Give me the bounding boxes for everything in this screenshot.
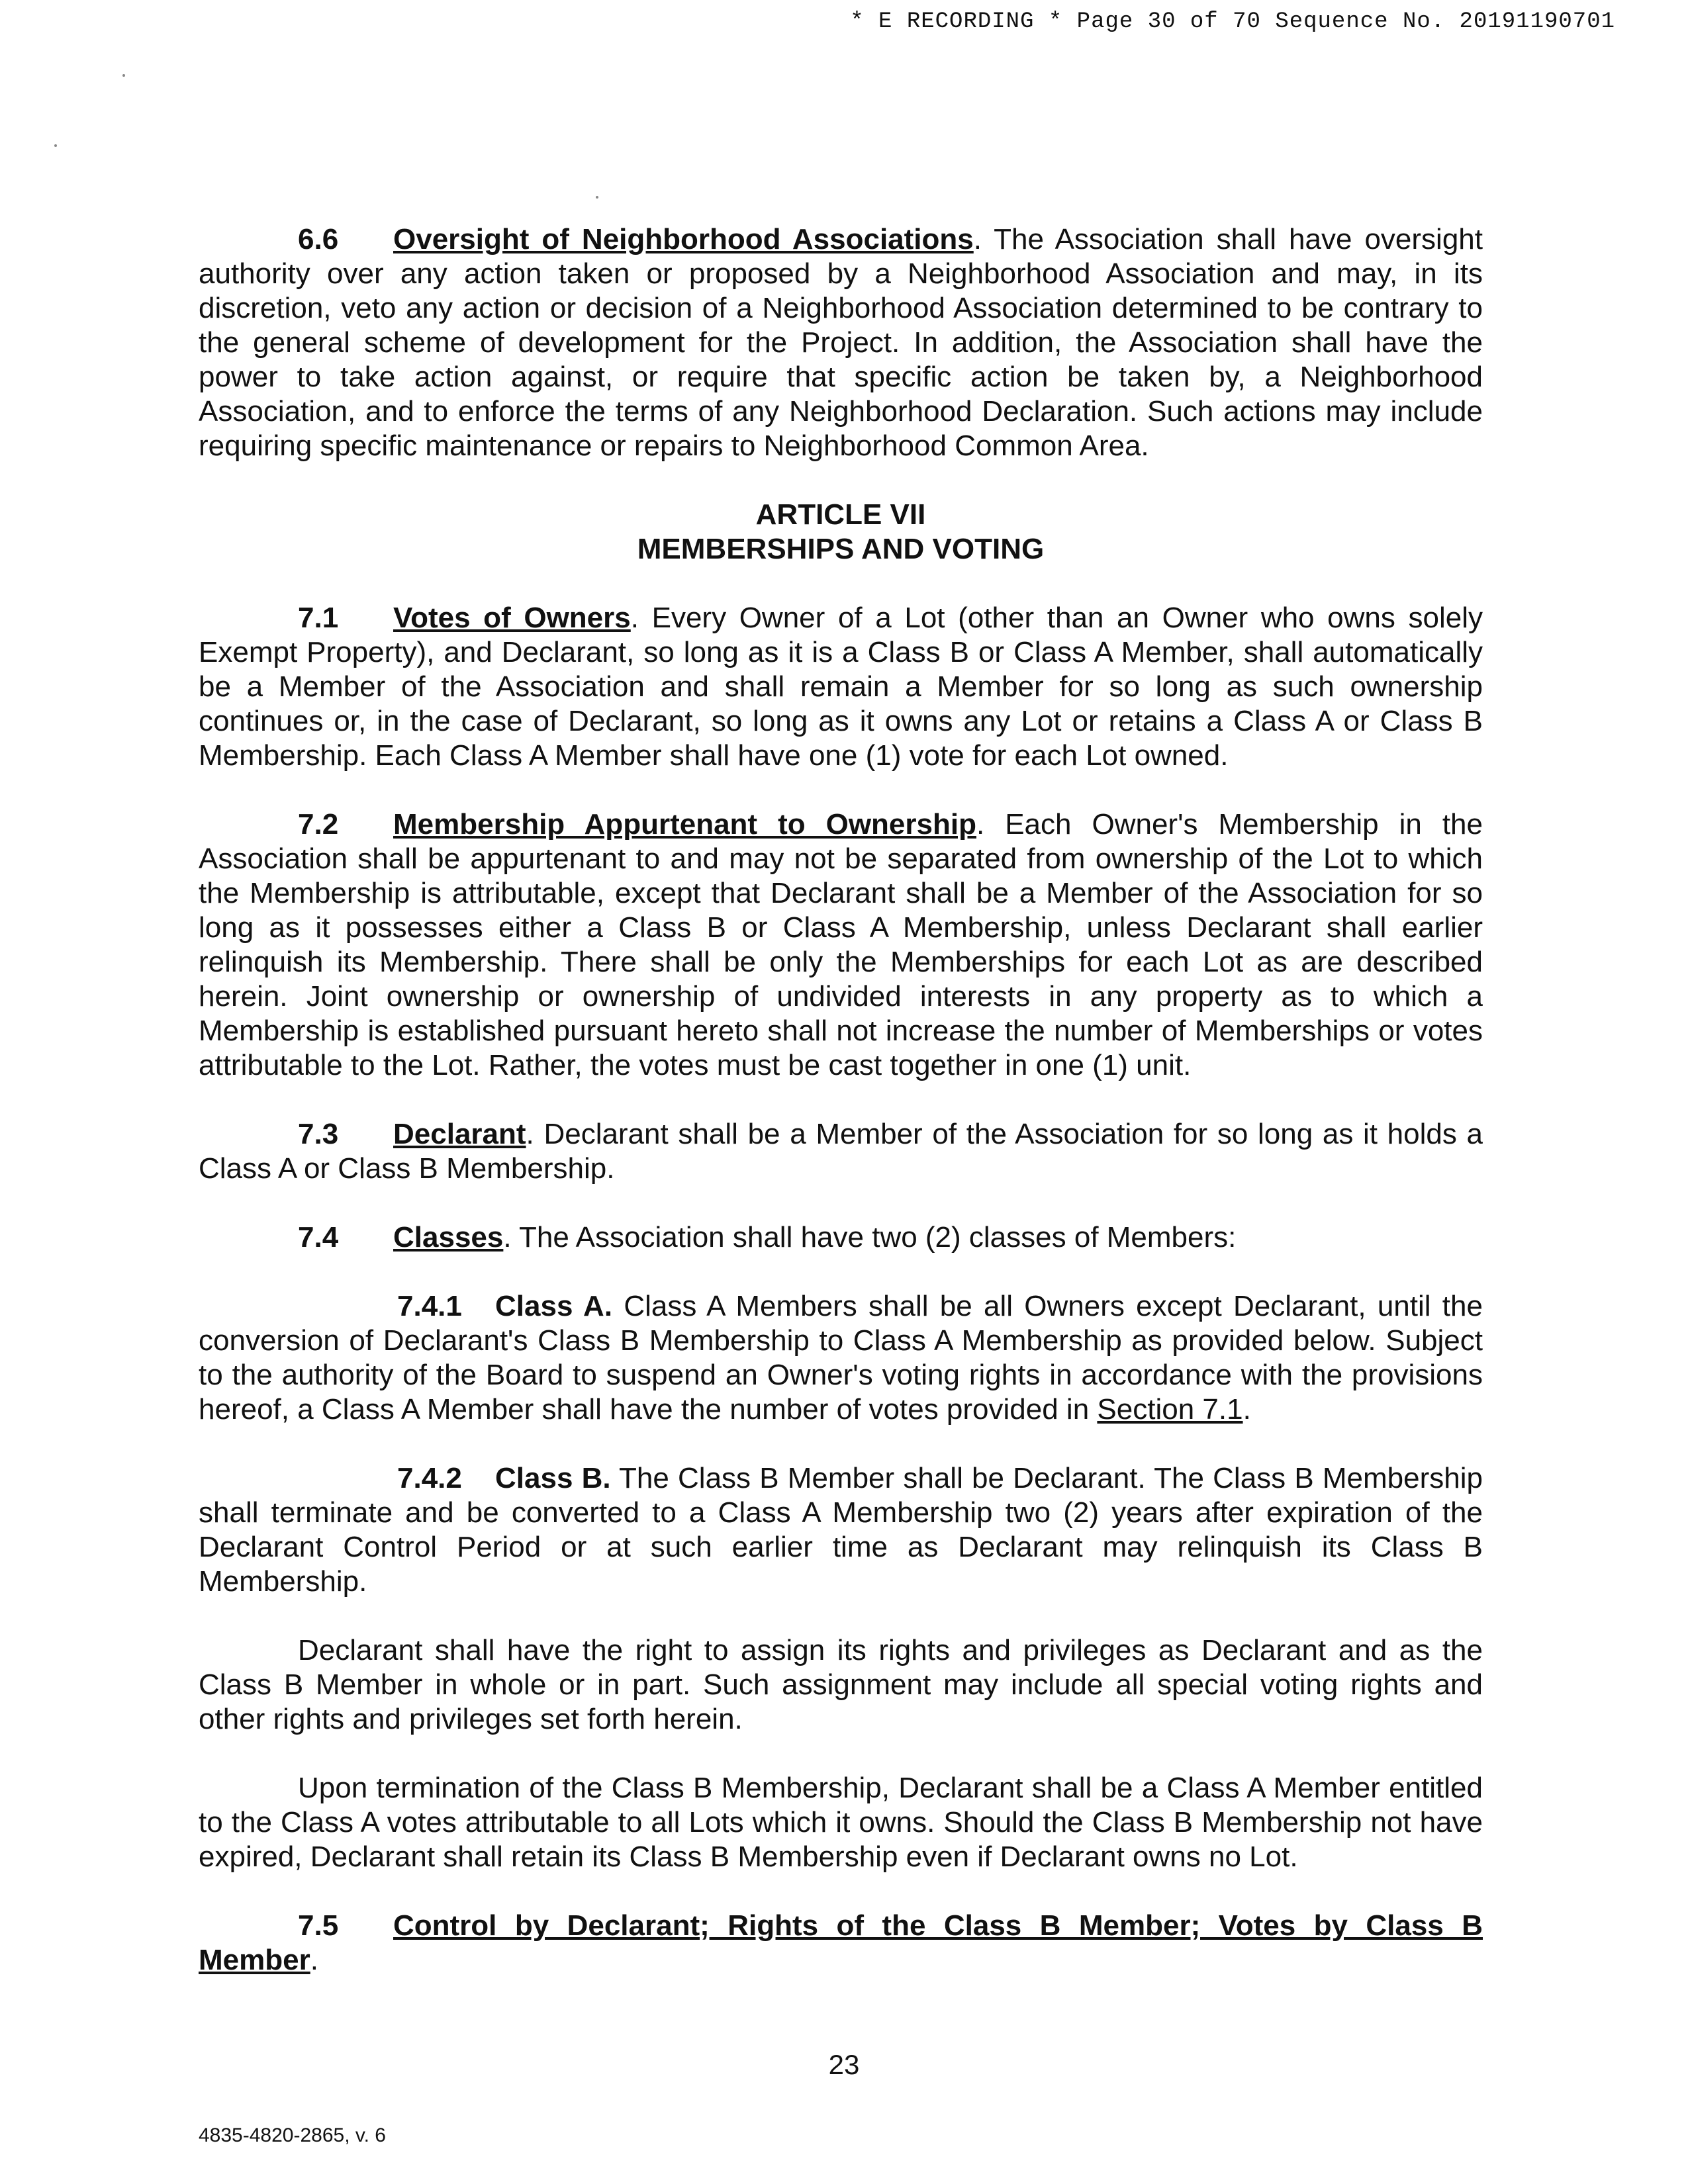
section-number: 7.1 — [298, 602, 339, 634]
section-heading: Class A. — [495, 1290, 613, 1322]
section-7-1 — [199, 601, 1483, 773]
section-reference: Section 7.1 — [1097, 1393, 1243, 1426]
section-7-4-1 — [199, 1289, 1483, 1427]
page-number: 23 — [828, 2049, 860, 2080]
section-7-3 — [199, 1117, 1483, 1186]
section-text: Class A Members shall be all Owners except Declarant, until the conversion of Declarant's Class B Membership to Class A Membership as provided below. Subject to the authority of the Board to suspend an Owner's voting rights in accordance with the provisions hereof, a Class A Member shall have the number of votes provided in — [199, 1290, 1483, 1426]
section-number: 7.3 — [298, 1118, 339, 1150]
scan-speck — [54, 144, 57, 147]
article-title: MEMBERSHIPS AND VOTING — [637, 533, 1045, 565]
paragraph-assignment: Declarant shall have the right to assign its rights and privileges as Declarant and as the Class B Member in whole or in part. Such assignment may include all special voting rights and other rights and privileges set forth herein. — [199, 1634, 1483, 1735]
scan-speck — [122, 74, 125, 77]
section-heading: Declarant — [393, 1118, 526, 1150]
section-heading: Class B. — [495, 1462, 611, 1494]
section-text: . Each Owner's Membership in the Association shall be appurtenant to and may not be separated from ownership of the Lot to which the Membership is attributable, except that Declarant shall be a Member of the Association for so long as it possesses either a Class B or Class A Membership, unless Declarant shall earlier relinquish its Membership. There shall be only the Memberships for each Lot as are described herein. Joint ownership or ownership of undivided interests in any property as to which a Membership is established pursuant hereto shall not increase the number of Memberships or votes attributable to the Lot. Rather, the votes must be cast together in one (1) unit. — [199, 808, 1483, 1081]
section-number: 7.4.1 — [397, 1290, 462, 1322]
document-id: 4835-4820-2865, v. 6 — [199, 2124, 386, 2146]
section-7-4-2 — [199, 1461, 1483, 1599]
article-heading — [199, 498, 1483, 567]
section-number: 6.6 — [298, 223, 339, 255]
paragraph-termination: Upon termination of the Class B Membership, Declarant shall be a Class A Member entitled to the Class A votes attributable to all Lots which it owns. Should the Class B Membership not have expired, Declarant shall retain its Class B Membership even if Declarant owns no Lot. — [199, 1772, 1483, 1873]
section-number: 7.2 — [298, 808, 339, 841]
section-heading: Votes of Owners — [393, 602, 631, 634]
section-text: . Declarant shall be a Member of the Association for so long as it holds a Class A or Class B Membership. — [199, 1118, 1483, 1185]
section-text: . The Association shall have two (2) classes of Members: — [503, 1221, 1237, 1253]
section-text: . The Association shall have oversight authority over any action taken or proposed by a Neighborhood Association and may, in its discretion, veto any action or decision of a Neighborhood Association determined to be contrary to the general scheme of development for the Project. In addition, the Association shall have the power to take action against, or require that specific action be taken by, a Neighborhood Association, and to enforce the terms of any Neighborhood Declaration. Such actions may include requiring specific maintenance or repairs to Neighborhood Common Area. — [199, 223, 1483, 462]
section-7-5 — [199, 1909, 1483, 1978]
section-number: 7.4.2 — [397, 1462, 462, 1494]
section-7-2 — [199, 807, 1483, 1083]
document-body — [199, 222, 1483, 1978]
section-heading: Classes — [393, 1221, 504, 1253]
article-number: ARTICLE VII — [755, 498, 926, 531]
section-text-end: . — [1243, 1393, 1251, 1426]
recording-header: * E RECORDING * Page 30 of 70 Sequence No. 20191190701 — [850, 9, 1615, 34]
section-text: . Every Owner of a Lot (other than an Owner who owns solely Exempt Property), and Declarant, so long as it is a Class B or Class A Member, shall automatically be a Member of the Association and shall remain a Member for so long as such ownership continues or, in the case of Declarant, so long as it owns any Lot or retains a Class A or Class B Membership. Each Class A Member shall have one (1) vote for each Lot owned. — [199, 602, 1483, 772]
section-text: . — [310, 1944, 318, 1976]
section-6-6 — [199, 222, 1483, 463]
scan-speck — [596, 196, 598, 199]
section-7-4 — [199, 1220, 1483, 1255]
section-heading: Control by Declarant; Rights of the Class B Member; Votes by Class B Member — [199, 1909, 1483, 1976]
section-number: 7.5 — [298, 1909, 339, 1942]
section-text: The Class B Member shall be Declarant. The Class B Membership shall terminate and be converted to a Class A Membership two (2) years after expiration of the Declarant Control Period or at such earlier time as Declarant may relinquish its Class B Membership. — [199, 1462, 1483, 1598]
section-heading: Membership Appurtenant to Ownership — [393, 808, 976, 841]
section-heading: Oversight of Neighborhood Associations — [393, 223, 974, 255]
section-number: 7.4 — [298, 1221, 339, 1253]
